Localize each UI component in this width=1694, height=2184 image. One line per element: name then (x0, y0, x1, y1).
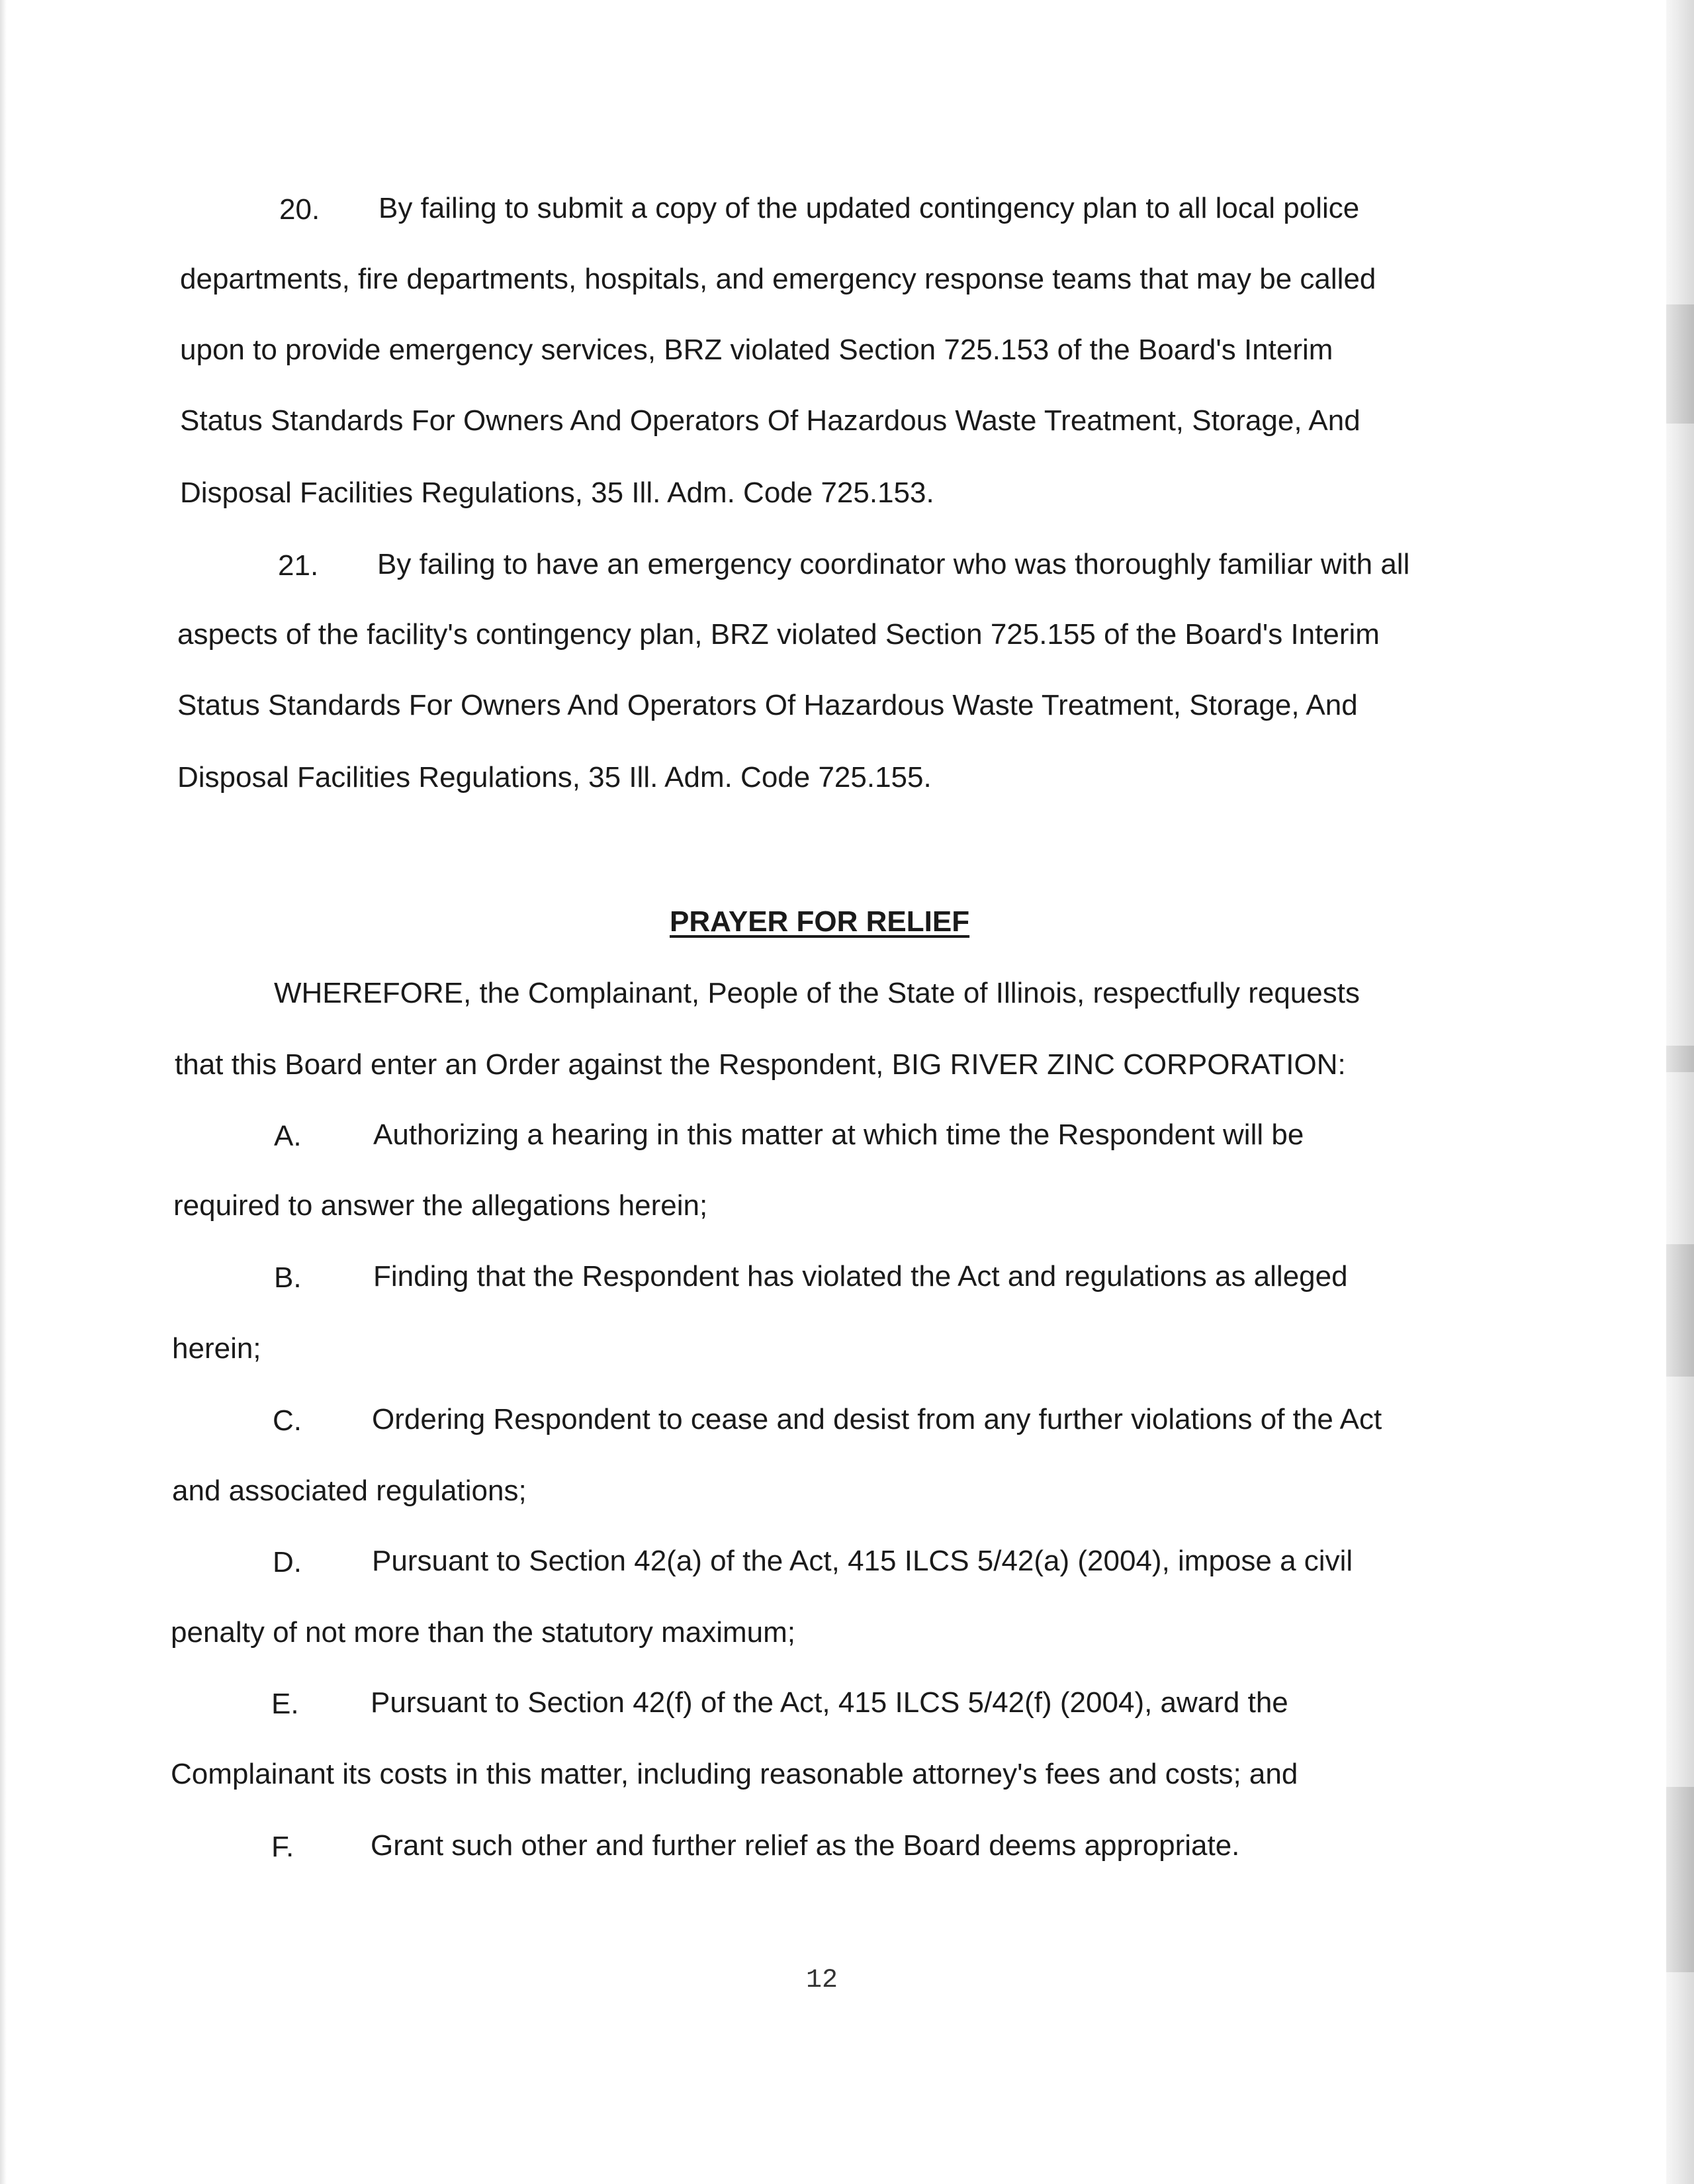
paragraph-line: By failing to submit a copy of the updated contingency plan to all local police (379, 192, 1360, 224)
item-letter: F. (271, 1831, 294, 1863)
paragraph-number: 21. (278, 549, 319, 582)
item-letter: E. (271, 1688, 299, 1720)
paragraph-line: Disposal Facilities Regulations, 35 Ill. Adm. Code 725.155. (177, 761, 932, 794)
item-letter: C. (273, 1404, 302, 1437)
paragraph-line: upon to provide emergency services, BRZ violated Section 725.153 of the Board's Interim (180, 334, 1333, 366)
item-line: Finding that the Respondent has violated the Act and regulations as alleged (373, 1260, 1348, 1293)
paragraph-number: 20. (279, 193, 320, 226)
paragraph-line: aspects of the facility's contingency plan, BRZ violated Section 725.155 of the Board's Interim (177, 618, 1380, 651)
paragraph-line: By failing to have an emergency coordinator who was thoroughly familiar with all (377, 548, 1410, 580)
item-line: penalty of not more than the statutory maximum; (171, 1616, 796, 1649)
scan-edge-right (1666, 0, 1694, 2184)
item-letter: A. (274, 1120, 302, 1152)
paragraph-line: Disposal Facilities Regulations, 35 Ill. Adm. Code 725.153. (180, 477, 934, 509)
item-line: required to answer the allegations herein; (173, 1189, 708, 1222)
scan-edge-left (0, 0, 7, 2184)
paragraph-line: departments, fire departments, hospitals, and emergency response teams that may be called (180, 263, 1376, 295)
item-line: herein; (172, 1332, 261, 1365)
item-line: Complainant its costs in this matter, including reasonable attorney's fees and costs; and (171, 1758, 1298, 1790)
intro-line: WHEREFORE, the Complainant, People of the State of Illinois, respectfully requests (274, 977, 1360, 1009)
item-letter: B. (274, 1261, 302, 1294)
item-letter: D. (273, 1546, 302, 1578)
page-number: 12 (806, 1966, 838, 1995)
item-line: Grant such other and further relief as the Board deems appropriate. (371, 1829, 1240, 1862)
intro-line: that this Board enter an Order against the Respondent, BIG RIVER ZINC CORPORATION: (175, 1048, 1346, 1081)
item-line: Pursuant to Section 42(f) of the Act, 415 ILCS 5/42(f) (2004), award the (371, 1686, 1288, 1719)
item-line: Authorizing a hearing in this matter at which time the Respondent will be (373, 1118, 1304, 1151)
item-line: Ordering Respondent to cease and desist from any further violations of the Act (372, 1403, 1382, 1435)
section-heading: PRAYER FOR RELIEF (670, 905, 970, 938)
paragraph-line: Status Standards For Owners And Operators Of Hazardous Waste Treatment, Storage, And (177, 689, 1358, 721)
item-line: Pursuant to Section 42(a) of the Act, 415 ILCS 5/42(a) (2004), impose a civil (372, 1545, 1353, 1577)
item-line: and associated regulations; (172, 1475, 527, 1507)
paragraph-line: Status Standards For Owners And Operators Of Hazardous Waste Treatment, Storage, And (180, 404, 1360, 437)
